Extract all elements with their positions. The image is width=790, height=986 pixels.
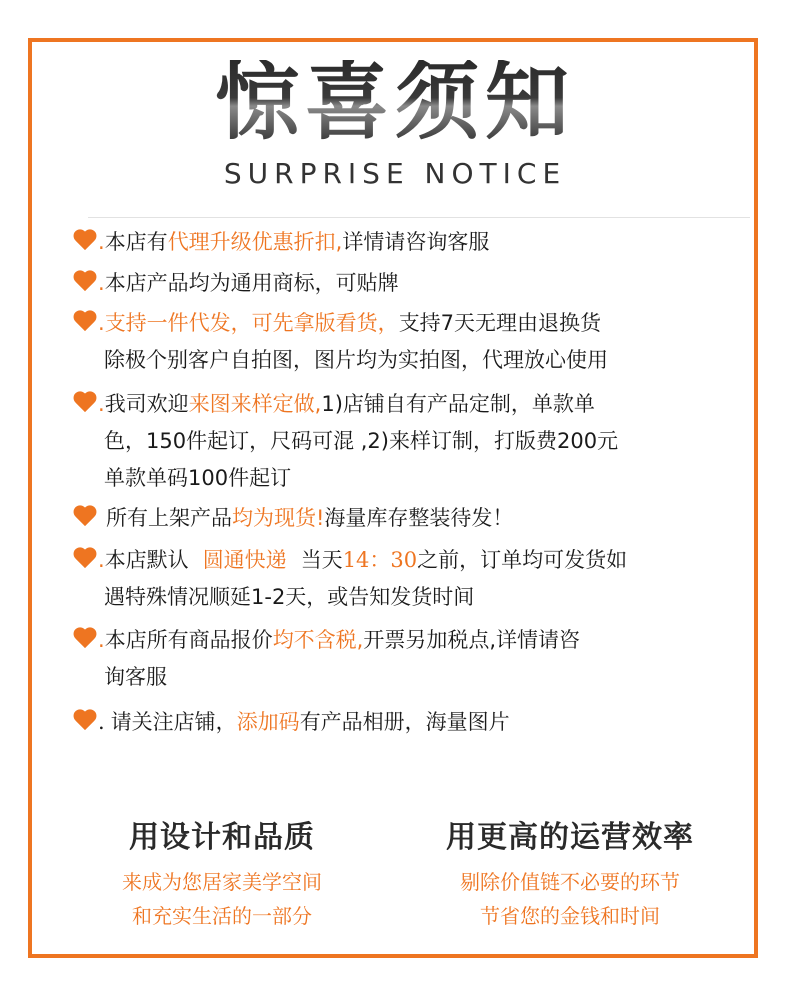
item-text: 所有上架产品 — [106, 506, 232, 530]
item-text: 单款单码100件起订 — [104, 466, 292, 490]
item-dot: . — [98, 271, 105, 295]
footer-left-line-1: 来成为您居家美学空间 — [122, 870, 322, 894]
item-highlight: 添加码 — [236, 710, 300, 734]
notice-item-6 — [72, 542, 722, 616]
item-dot: . — [98, 628, 105, 652]
item-text: 本店默认 — [104, 548, 189, 572]
item-highlight: 均为现货! — [232, 506, 325, 530]
notice-item-2 — [72, 265, 722, 302]
item-text: 开票另加税点,详情请咨 — [363, 628, 581, 652]
item-highlight: 代理升级优惠折扣, — [167, 230, 343, 254]
item-dot: . — [98, 392, 105, 416]
item-text: 海量库存整装待发！ — [324, 506, 514, 530]
item-text: 除极个别客户自拍图，图片均为实拍图，代理放心使用 — [104, 348, 608, 372]
item-highlight: 来图来样定做, — [188, 392, 322, 416]
item-text: 1)店铺自有产品定制，单款单 — [321, 392, 595, 416]
notice-item-1 — [72, 224, 722, 261]
heart-icon — [72, 311, 98, 333]
item-text: 请关注店铺， — [110, 710, 237, 734]
heart-icon — [72, 230, 98, 252]
heart-icon — [72, 271, 98, 293]
item-highlight-time: 14：30 — [342, 548, 418, 572]
notice-item-5 — [72, 500, 722, 537]
item-text: 本店产品均为通用商标，可贴牌 — [104, 271, 399, 295]
item-dot: . — [98, 230, 105, 254]
item-dot: . — [98, 548, 105, 572]
divider — [88, 217, 750, 218]
footer-left-line-2: 和充实生活的一部分 — [132, 904, 312, 928]
page-subtitle: SURPRISE NOTICE — [223, 157, 567, 190]
heart-icon — [72, 628, 98, 650]
item-highlight: 支持一件代发，可先拿版看货， — [104, 311, 399, 335]
page-title: 惊喜须知 — [0, 60, 790, 144]
notice-item-8 — [72, 704, 722, 741]
item-text: 遇特殊情况顺延1-2天，或告知发货时间 — [104, 585, 475, 609]
item-text: 当天 — [300, 548, 343, 572]
item-text: 之前，订单均可发货如 — [417, 548, 628, 572]
footer-right-line-1: 剔除价值链不必要的环节 — [460, 870, 680, 894]
item-text: 详情请咨询客服 — [342, 230, 490, 254]
footer-left-title: 用设计和品质 — [129, 820, 315, 855]
item-text: 本店所有商品报价 — [104, 628, 273, 652]
item-text: 色，150件起订，尺码可混 ,2)来样订制，打版费200元 — [104, 429, 619, 453]
item-highlight: 圆通快递 — [202, 548, 287, 572]
item-text: 支持7天无理由退换货 — [398, 311, 602, 335]
item-text: 我司欢迎 — [104, 392, 189, 416]
item-highlight: 均不含税, — [272, 628, 364, 652]
heart-icon — [72, 548, 98, 570]
heart-icon — [72, 710, 98, 732]
footer-right-title: 用更高的运营效率 — [446, 820, 694, 855]
heart-icon — [72, 392, 98, 414]
item-dot: . — [98, 311, 105, 335]
heart-icon — [72, 506, 98, 528]
item-text: 有产品相册，海量图片 — [299, 710, 510, 734]
item-dot: . — [98, 710, 105, 734]
notice-item-7 — [72, 622, 722, 696]
notice-item-4 — [72, 386, 722, 497]
notice-item-3 — [72, 305, 722, 379]
item-text: 询客服 — [104, 665, 167, 689]
footer-right-line-2: 节省您的金钱和时间 — [480, 904, 660, 928]
item-text: 本店有 — [104, 230, 168, 254]
